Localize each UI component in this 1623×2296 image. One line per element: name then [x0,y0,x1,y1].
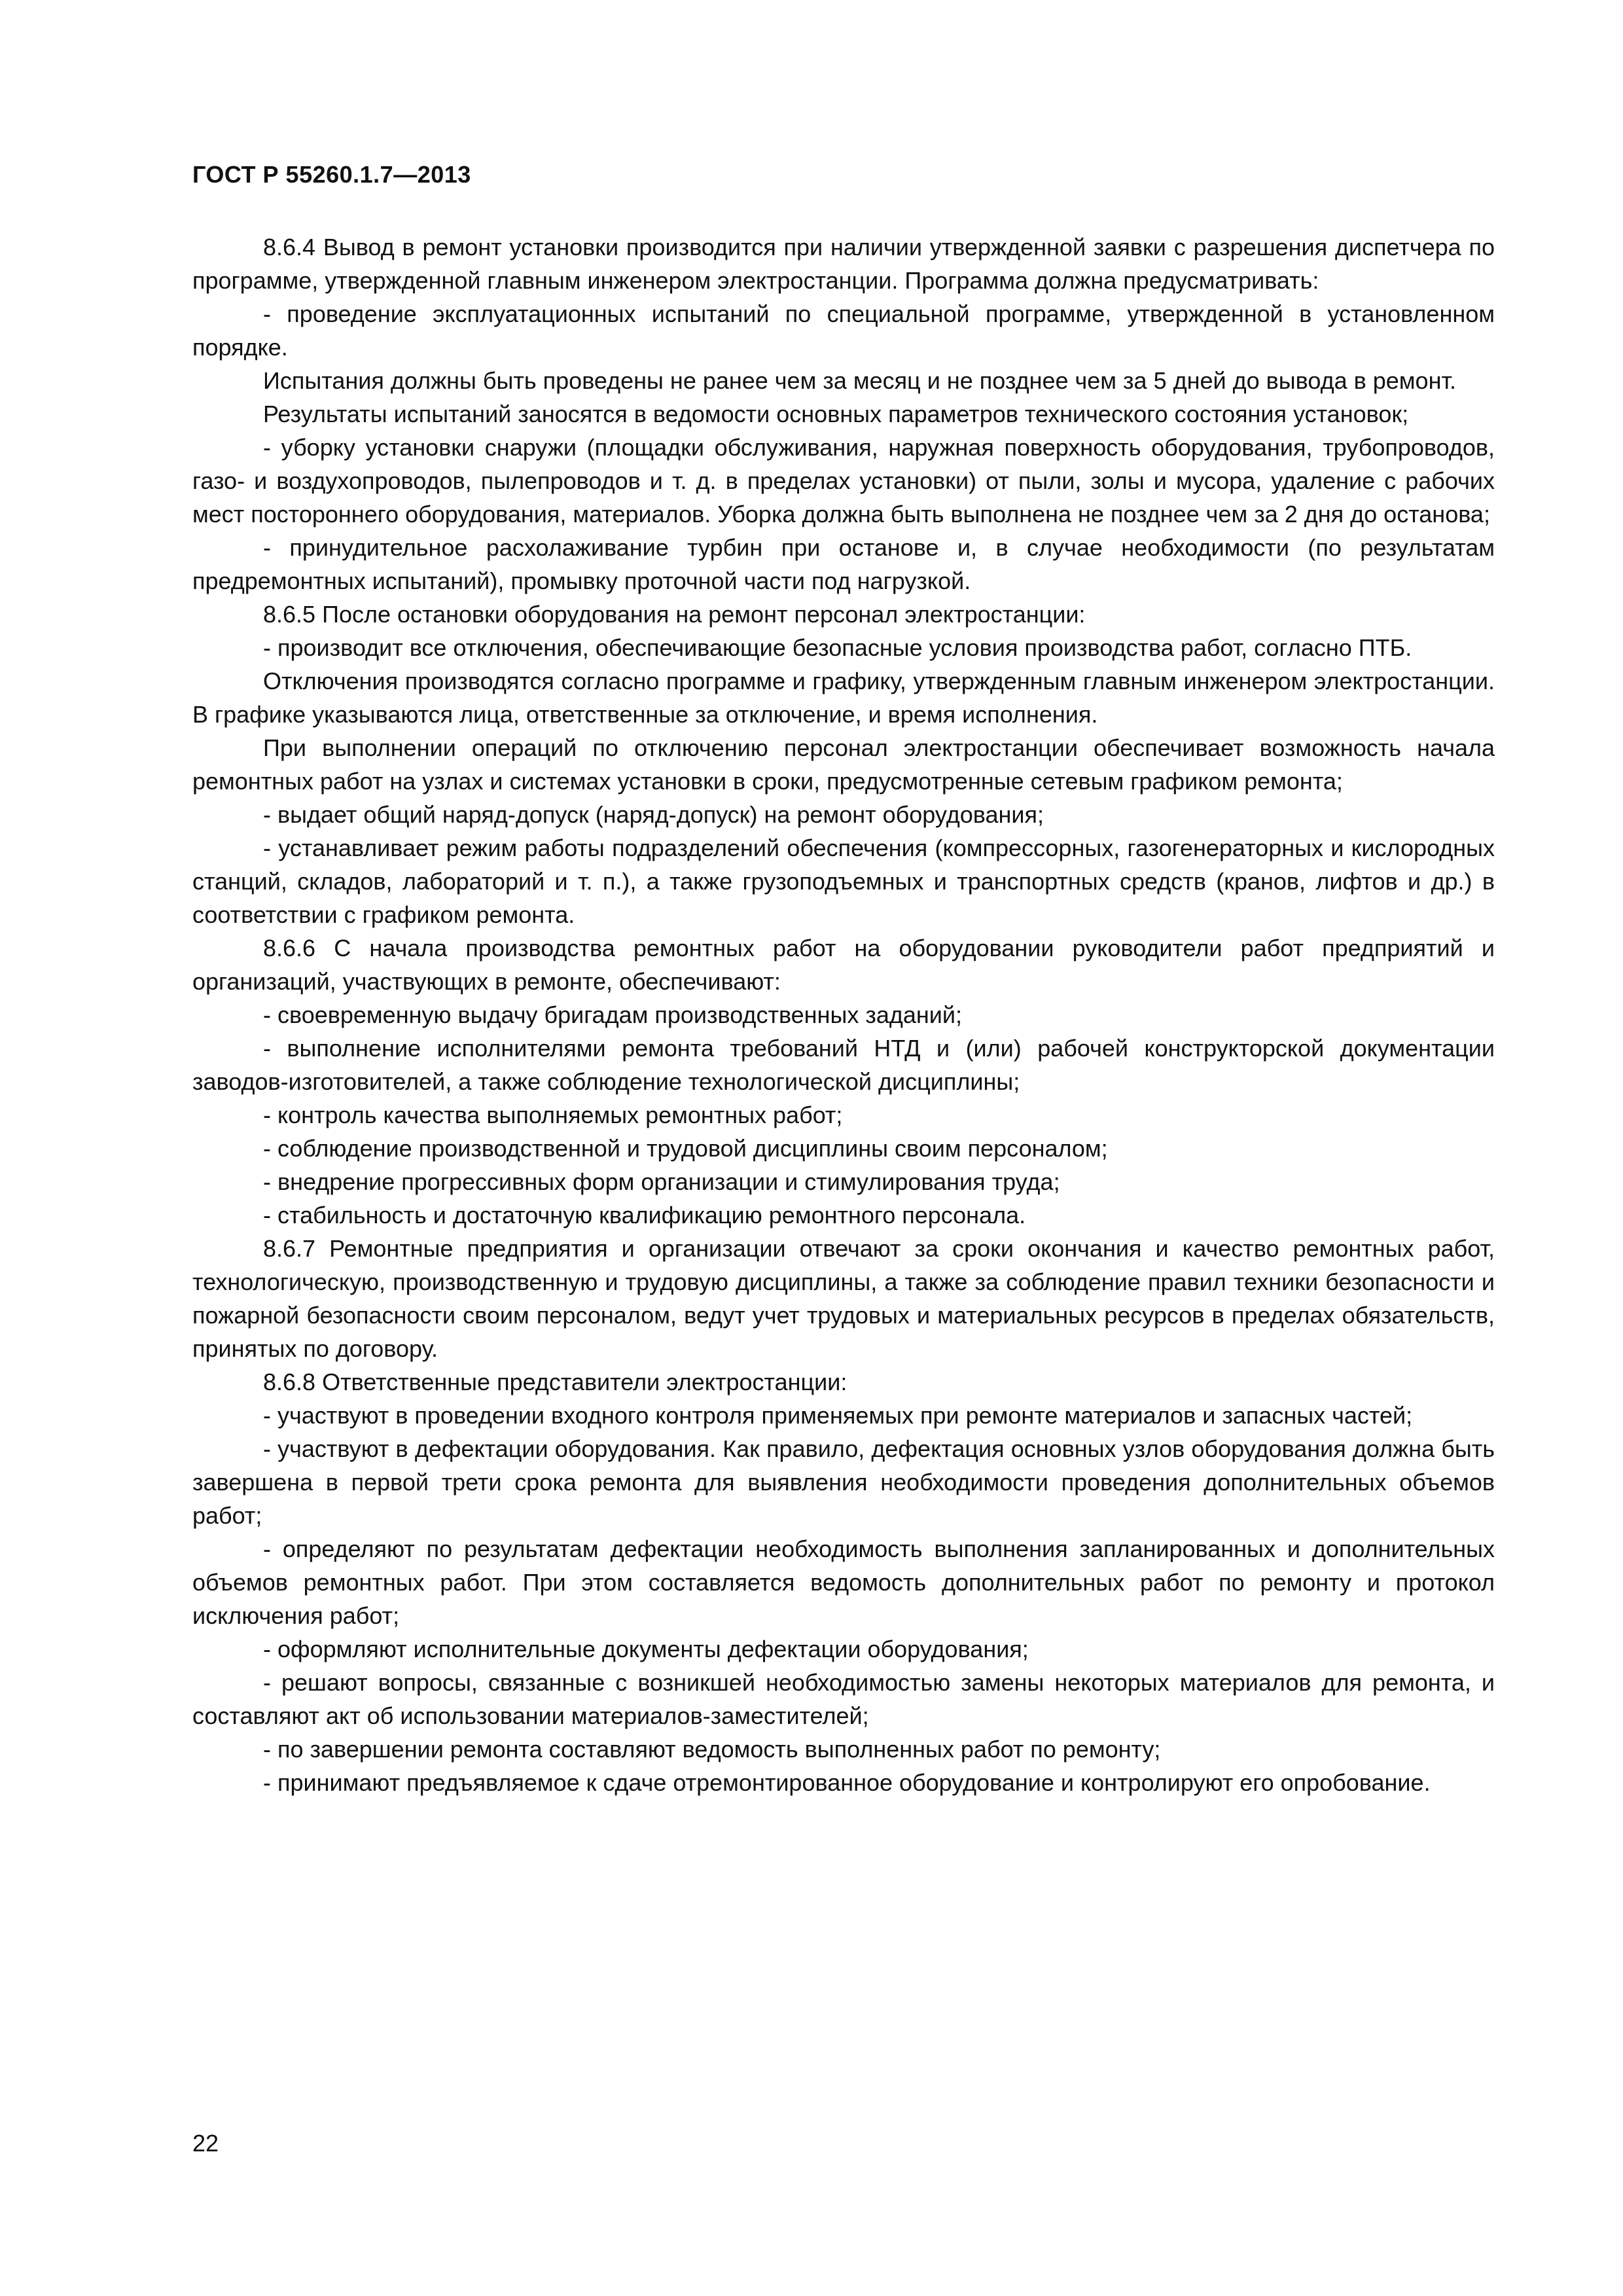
paragraph: - контроль качества выполняемых ремонтных работ; [263,1102,843,1128]
paragraph: - выдает общий наряд-допуск (наряд-допуск) на ремонт оборудования; [263,801,1044,828]
paragraph: 8.6.6 С начала производства ремонтных работ на оборудовании руководители работ предприятий и организаций, участвующих в ремонте, обеспечивают: [192,935,1495,995]
paragraph: Результаты испытаний заносятся в ведомости основных параметров технического состояния установок; [263,401,1409,427]
paragraph: - решают вопросы, связанные с возникшей необходимостью замены некоторых материалов для ремонта, и составляют акт об использовании материалов-заместителей; [192,1669,1495,1729]
document-header-title: ГОСТ Р 55260.1.7—2013 [192,161,471,188]
paragraph: - участвуют в проведении входного контроля применяемых при ремонте материалов и запасных частей; [263,1402,1413,1429]
paragraph: - по завершении ремонта составляют ведомость выполненных работ по ремонту; [263,1736,1161,1763]
paragraph: 8.6.4 Вывод в ремонт установки производится при наличии утвержденной заявки с разрешения диспетчера по программе, утвержденной главным инженером электростанции. Программа должна предусматривать: [192,234,1495,294]
paragraph: Отключения производятся согласно программе и графику, утвержденным главным инженером электростанции. В графике указываются лица, ответственные за отключение, и время исполнения. [192,668,1495,728]
paragraph: - соблюдение производственной и трудовой дисциплины своим персоналом; [263,1135,1108,1162]
paragraph: - производит все отключения, обеспечивающие безопасные условия производства работ, согласно ПТБ. [263,634,1412,661]
paragraph: 8.6.5 После остановки оборудования на ремонт персонал электростанции: [263,601,1086,628]
paragraph: - своевременную выдачу бригадам производственных заданий; [263,1001,962,1028]
paragraph: - уборку установки снаружи (площадки обслуживания, наружная поверхность оборудования, трубопроводов, газо- и воздухопроводов, пылепроводов и т. д. в пределах установки) от пыли, золы и мусора, удаление с рабочих мест постороннего оборудования, материалов. Уборка должна быть выполнена не позднее чем за 2 дня до останова; [192,434,1495,528]
paragraph: - выполнение исполнителями ремонта требований НТД и (или) рабочей конструкторской документации заводов-изготовителей, а также соблюдение технологической дисциплины; [192,1035,1495,1095]
paragraph: - проведение эксплуатационных испытаний по специальной программе, утвержденной в установленном порядке. [192,300,1495,361]
paragraph: - принимают предъявляемое к сдаче отремонтированное оборудование и контролируют его опробование. [263,1769,1431,1796]
paragraph: - устанавливает режим работы подразделений обеспечения (компрессорных, газогенераторных и кислородных станций, складов, лабораторий и т. п.), а также грузоподъемных и транспортных средств (кранов, лифтов и др.) в соответствии с графиком ремонта. [192,834,1495,928]
paragraph: - внедрение прогрессивных форм организации и стимулирования труда; [263,1168,1060,1195]
paragraph: - стабильность и достаточную квалификацию ремонтного персонала. [263,1202,1026,1229]
paragraph: 8.6.8 Ответственные представители электростанции: [263,1369,847,1395]
paragraph: - принудительное расхолаживание турбин при останове и, в случае необходимости (по результатам предремонтных испытаний), промывку проточной части под нагрузкой. [192,534,1495,594]
paragraph: - определяют по результатам дефектации необходимость выполнения запланированных и дополнительных объемов ремонтных работ. При этом составляется ведомость дополнительных работ по ремонту и протокол исключения работ; [192,1535,1495,1629]
page-number: 22 [192,2130,219,2157]
paragraph: При выполнении операций по отключению персонал электростанции обеспечивает возможность начала ремонтных работ на узлах и системах установки в сроки, предусмотренные сетевым графиком ремонта; [192,734,1495,795]
paragraph: - оформляют исполнительные документы дефектации оборудования; [263,1636,1029,1662]
paragraph: - участвуют в дефектации оборудования. Как правило, дефектация основных узлов оборудования должна быть завершена в первой трети срока ремонта для выявления необходимости проведения дополнительных объемов работ; [192,1435,1495,1529]
paragraph: Испытания должны быть проведены не ранее чем за месяц и не позднее чем за 5 дней до вывода в ремонт. [263,367,1456,394]
paragraph: 8.6.7 Ремонтные предприятия и организации отвечают за сроки окончания и качество ремонтных работ, технологическую, производственную и трудовую дисциплины, а также за соблюдение правил техники безопасности и пожарной безопасности своим персоналом, ведут учет трудовых и материальных ресурсов в пределах обязательств, принятых по договору. [192,1235,1495,1362]
document-body [192,230,1495,1799]
